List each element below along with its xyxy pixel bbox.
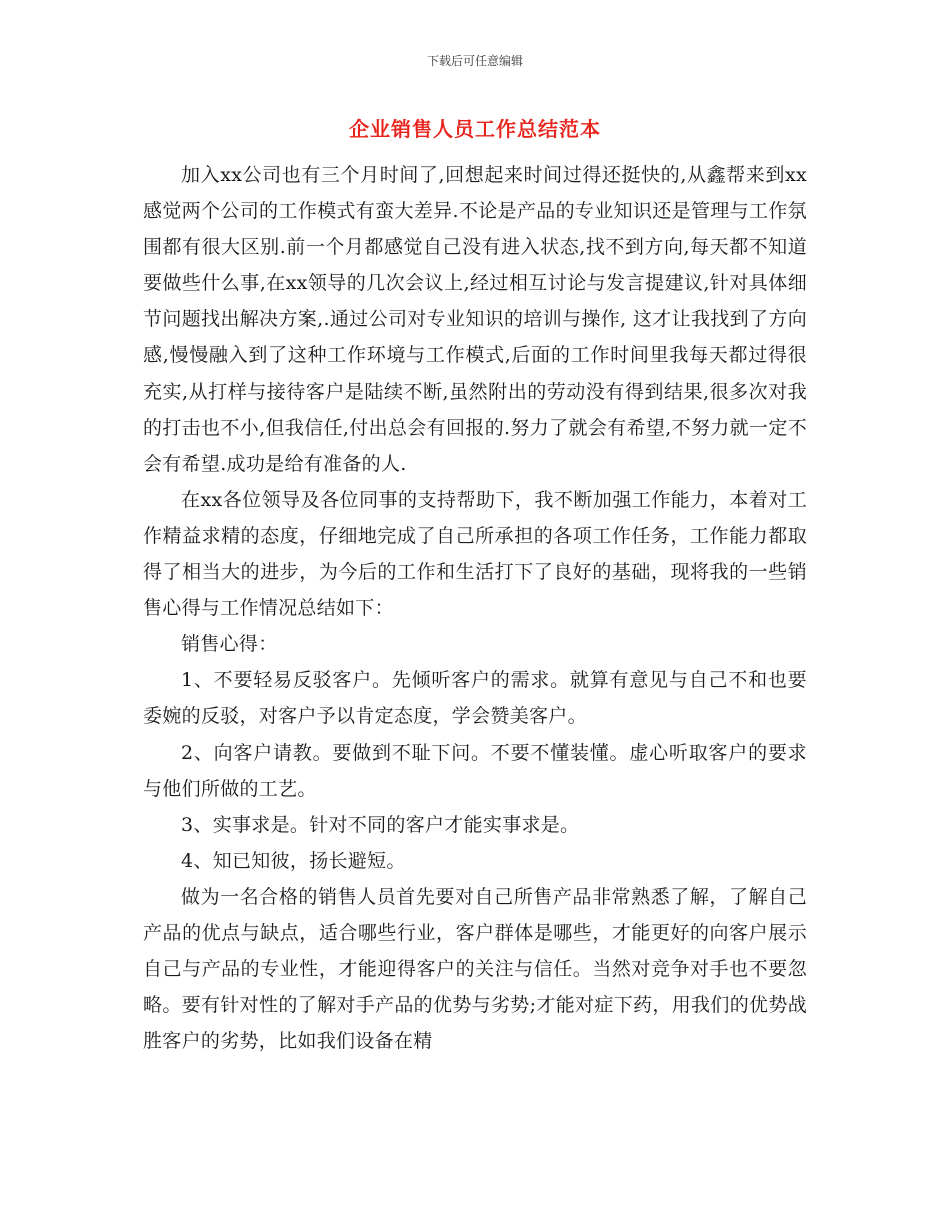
document-body — [143, 157, 807, 1059]
paragraph-product-knowledge: 做为一名合格的销售人员首先要对自己所售产品非常熟悉了解，了解自己产品的优点与缺点，适合哪些行业，客户群体是哪些，才能更好的向客户展示自己与产品的专业性，才能迎得客户的关注与信任。当然对竞争对手也不要忽略。要有针对性的了解对手产品的优势与劣势;才能对症下药，用我们的优势战胜客户的劣势，比如我们设备在精 — [143, 885, 807, 1053]
paragraph-summary: 在xx各位领导及各位同事的支持帮助下，我不断加强工作能力，本着对工作精益求精的态度，仔细地完成了自己所承担的各项工作任务，工作能力都取得了相当大的进步，为今后的工作和生活打下了良好的基础，现将我的一些销售心得与工作情况总结如下： — [143, 488, 807, 620]
paragraph-heading-sales-tips: 销售心得： — [181, 633, 278, 656]
paragraph-tip-3: 3、实事求是。针对不同的客户才能实事求是。 — [181, 813, 580, 836]
paragraph-intro: 加入xx公司也有三个月时间了,回想起来时间过得还挺快的,从鑫帮来到xx感觉两个公司的工作模式有蛮大差异.不论是产品的专业知识还是管理与工作氛围都有很大区别.前一个月都感觉自己没有进入状态,找不到方向,每天都不知道要做些什么事,在xx领导的几次会议上,经过相互讨论与发言提建议,针对具体细节问题找出解决方案,.通过公司对专业知识的培训与操作, 这才让我找到了方向感,慢慢融入到了这种工作环境与工作模式,后面的工作时间里我每天都过得很充实,从打样与接待客户是陆续不断,虽然附出的劳动没有得到结果,很多次对我的打击也不小,但我信任,付出总会有回报的.努力了就会有希望,不努力就一定不会有希望.成功是给有准备的人. — [143, 164, 807, 475]
paragraph-tip-1: 1、不要轻易反驳客户。先倾听客户的需求。就算有意见与自己不和也要委婉的反驳，对客户予以肯定态度，学会赞美客户。 — [143, 669, 807, 728]
paragraph-tip-2: 2、向客户请教。要做到不耻下问。不要不懂装懂。虚心听取客户的要求与他们所做的工艺。 — [143, 741, 807, 800]
document-title: 企业销售人员工作总结范本 — [349, 117, 601, 141]
paragraph-tip-4: 4、知已知彼，扬长避短。 — [181, 849, 406, 872]
header-note: 下载后可任意编辑 — [426, 54, 523, 68]
